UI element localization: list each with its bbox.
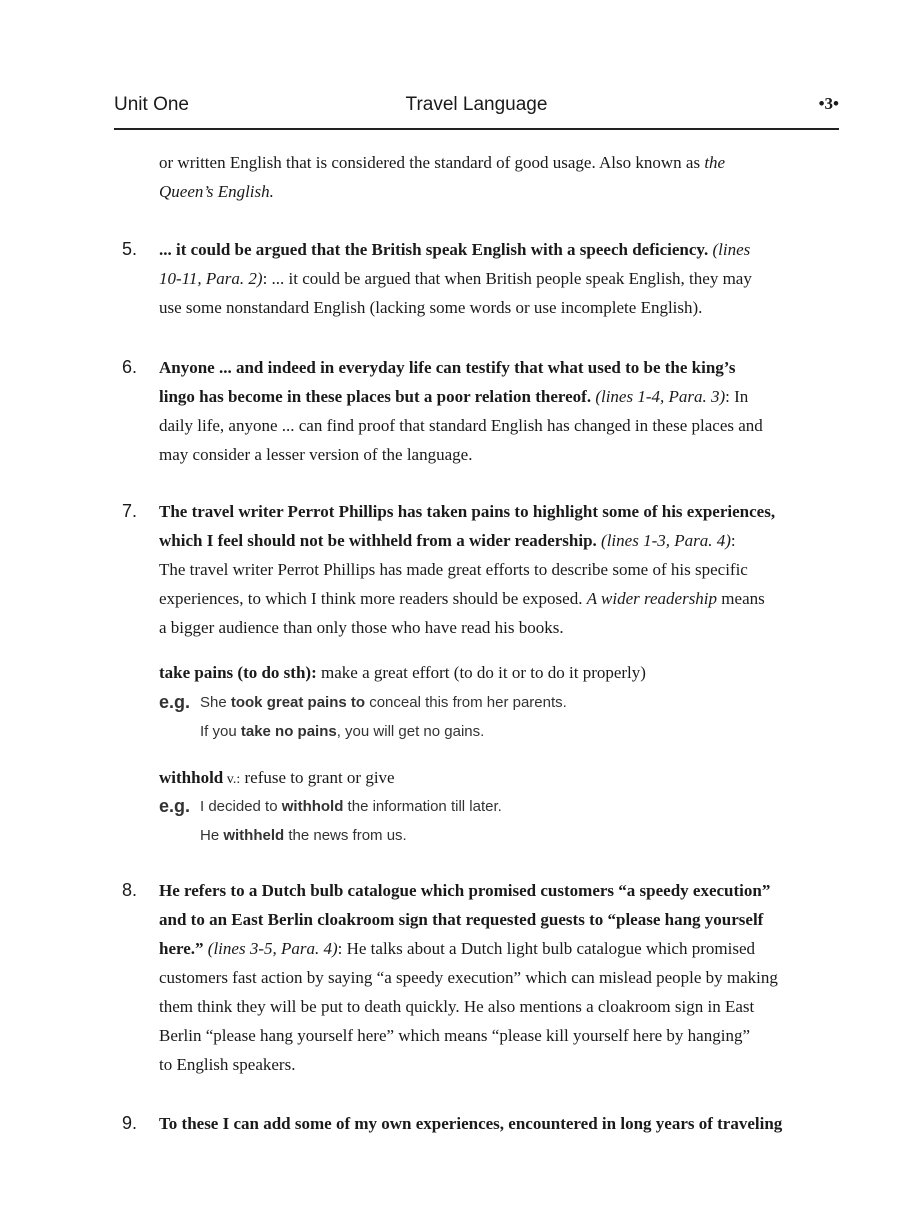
example-label: e.g.: [159, 796, 191, 816]
list-item: He refers to a Dutch bulb catalogue which promised customers “a speedy execution” and to an East Berlin cloakroom sign that requested guests to “please hang yourself here.” (lines 3-5, Para. 4): He talks about a Dutch light bulb catalogue which promised customers fast action by saying “a speedy execution” which can mislead people by making them think they will be put to death quickly. He also mentions a cloakroom sign in East Berlin “please hang yourself here” which means “please kill yourself here by hanging” to English speakers.: [159, 881, 778, 1074]
item-number: 8.: [122, 880, 138, 900]
example-sentence: He withheld the news from us.: [200, 827, 407, 844]
item-number: 9.: [122, 1113, 138, 1133]
vocab-entry: withhold v.: refuse to grant or give: [159, 768, 395, 787]
list-item: Anyone ... and indeed in everyday life can testify that what used to be the king’s lingo has become in these places but a poor relation thereof. (lines 1-4, Para. 3): In daily life, anyone ... can find proof that standard English has changed in these places and may consider a lesser version of the language.: [159, 358, 763, 464]
example-label: e.g.: [159, 692, 191, 712]
item-number: 6.: [122, 357, 138, 377]
item-number: 7.: [122, 501, 138, 521]
chapter-title: Travel Language: [405, 94, 548, 115]
item-number: 5.: [122, 239, 138, 259]
example-sentence: If you take no pains, you will get no gains.: [200, 723, 485, 740]
list-item: ... it could be argued that the British speak English with a speech deficiency. (lines 10-11, Para. 2): ... it could be argued that when British people speak English, they may use some nonstandard English (lacking some words or use incomplete English).: [159, 240, 752, 317]
page-number: •3•: [818, 94, 839, 113]
example-sentence: I decided to withhold the information till later.: [200, 798, 502, 815]
intro-paragraph: or written English that is considered the standard of good usage. Also known as the Queen’s English.: [159, 153, 726, 201]
list-item: The travel writer Perrot Phillips has taken pains to highlight some of his experiences, which I feel should not be withheld from a wider readership. (lines 1-3, Para. 4): The travel writer Perrot Phillips has made great efforts to describe some of his specific experiences, to which I think more readers should be exposed. A wider readership means a bigger audience than only those who have read his books.: [159, 502, 776, 637]
page-header: [114, 90, 839, 130]
list-item: To these I can add some of my own experiences, encountered in long years of traveling: [159, 1114, 783, 1133]
vocab-entry: take pains (to do sth): make a great effort (to do it or to do it properly): [159, 663, 646, 682]
example-sentence: She took great pains to conceal this from her parents.: [200, 694, 567, 711]
unit-label: Unit One: [114, 94, 189, 115]
